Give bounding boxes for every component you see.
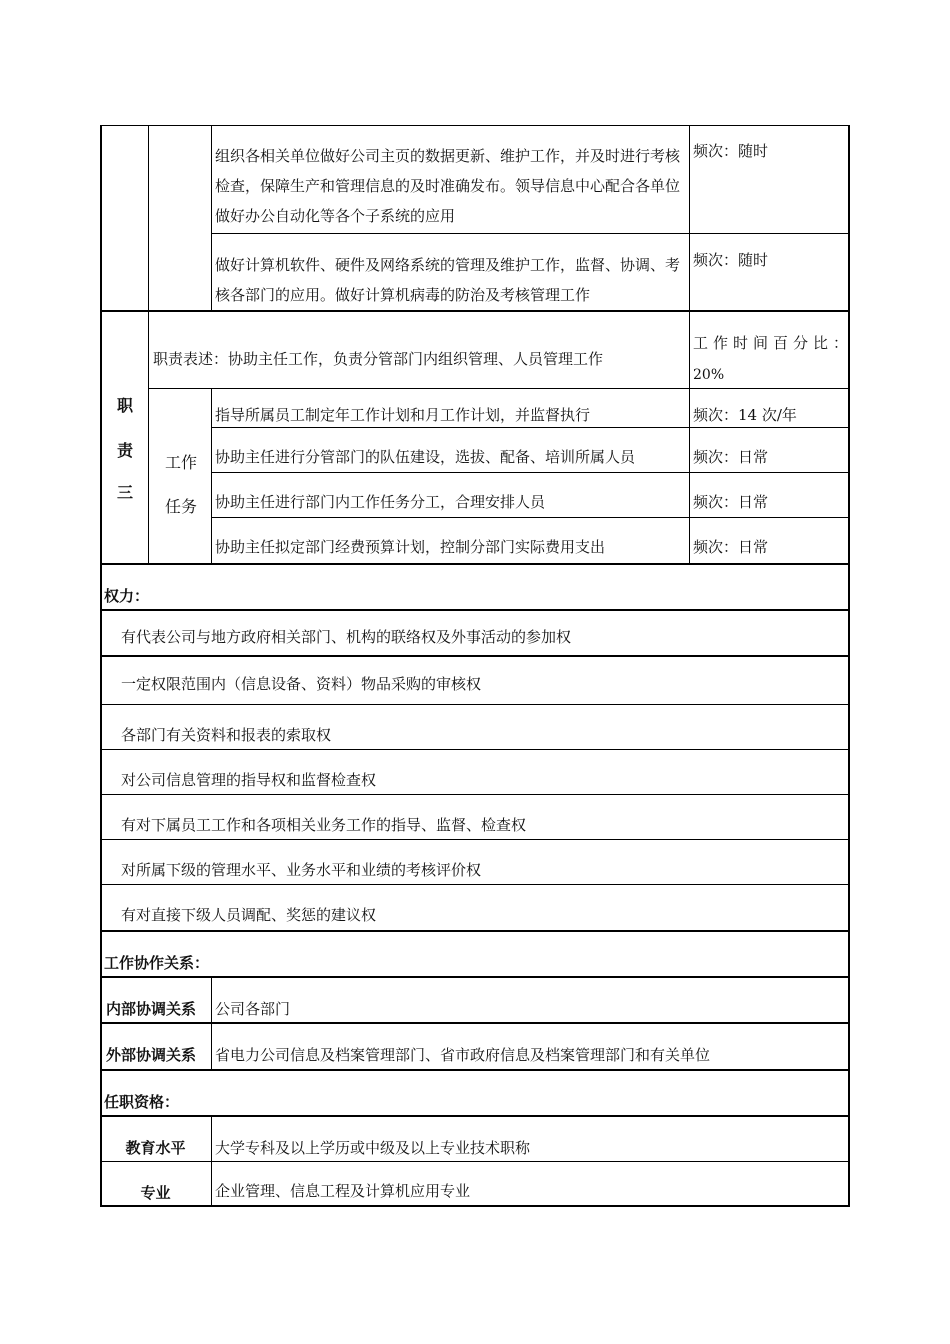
- duty3-task-2-text: 协助主任进行分管部门的队伍建设，选拔、配备、培训所属人员: [215, 448, 636, 466]
- authority-divider-5: [100, 839, 850, 840]
- duty2-col-divider-1: [148, 125, 149, 310]
- duty3-freq-divider: [689, 310, 690, 563]
- duty2-row-divider: [211, 233, 850, 234]
- duty2-col-divider-3: [689, 125, 690, 310]
- duty3-task-1-text: 指导所属员工制定年工作计划和月工作计划，并监督执行: [215, 406, 591, 424]
- job-description-table: [100, 125, 854, 1207]
- duty3-task-4-text: 协助主任拟定部门经费预算计划，控制分部门实际费用支出: [215, 538, 606, 556]
- authority-divider-6: [100, 884, 850, 885]
- duty3-percent-value: 20%: [693, 367, 725, 383]
- qualification-col-divider: [211, 1115, 212, 1207]
- cooperation-internal-label: 内部协调关系: [106, 1000, 197, 1018]
- qualification-divider-0: [100, 1115, 850, 1117]
- authority-item-6: 对所属下级的管理水平、业务水平和业绩的考核评价权: [121, 861, 482, 879]
- authority-top-border: [100, 563, 850, 565]
- qualification-major-value: 企业管理、信息工程及计算机应用专业: [215, 1182, 471, 1200]
- cooperation-external-value: 省电力公司信息及档案管理部门、省市政府信息及档案管理部门和有关单位: [215, 1046, 711, 1064]
- cooperation-divider-1: [100, 1022, 850, 1024]
- duty3-task-divider-3: [211, 517, 850, 518]
- duty3-task-3-frequency: 频次：日常: [693, 493, 769, 511]
- duty2-task-1-frequency: 频次：随时: [693, 142, 769, 160]
- duty3-task-divider-2: [211, 472, 850, 473]
- duty2-task-2-frequency: 频次：随时: [693, 251, 769, 269]
- authority-divider-3: [100, 749, 850, 750]
- qualification-top-border: [100, 1069, 850, 1071]
- duty3-label-divider: [148, 310, 149, 563]
- cooperation-divider-0: [100, 976, 850, 978]
- cooperation-col-divider: [211, 976, 212, 1069]
- qualification-education-label: 教育水平: [125, 1139, 186, 1157]
- authority-item-2: 一定权限范围内（信息设备、资料）物品采购的审核权: [121, 675, 482, 693]
- qualification-divider-1: [100, 1161, 850, 1162]
- duty3-task-label-line-1: 工作: [165, 453, 198, 472]
- duty3-percent-label: 工作时间百分比：: [693, 334, 854, 352]
- qualification-header: 任职资格：: [104, 1093, 180, 1111]
- qualification-major-label: 专业: [140, 1184, 171, 1202]
- authority-item-3: 各部门有关资料和报表的索取权: [121, 726, 332, 744]
- authority-divider-1: [100, 655, 850, 657]
- cooperation-top-border: [100, 930, 850, 932]
- duty3-task-1-frequency: 频次：14 次/年: [693, 406, 797, 424]
- authority-item-7: 有对直接下级人员调配、奖惩的建议权: [121, 906, 377, 924]
- duty2-task-2-text: 做好计算机软件、硬件及网络系统的管理及维护工作，监督、协调、考核各部门的应用。做好计算机病毒的防治及考核管理工作: [215, 256, 681, 304]
- duty3-task-2-frequency: 频次：日常: [693, 448, 769, 466]
- duty2-task-1-text: 组织各相关单位做好公司主页的数据更新、维护工作，并及时进行考核检查，保障生产和管理信息的及时准确发布。领导信息中心配合各单位做好办公自动化等各个子系统的应用: [215, 147, 681, 225]
- duty2-col-divider-2: [211, 125, 212, 310]
- duty3-task-label-divider: [211, 388, 212, 563]
- table-left-border: [100, 125, 102, 1207]
- duty3-label-char-1: 职: [116, 396, 133, 415]
- duty3-top-border: [100, 310, 850, 312]
- duty3-task-3-text: 协助主任进行部门内工作任务分工，合理安排人员: [215, 493, 546, 511]
- qualification-education-value: 大学专科及以上学历或中级及以上专业技术职称: [215, 1139, 531, 1157]
- duty3-task-4-frequency: 频次：日常: [693, 538, 769, 556]
- authority-divider-4: [100, 794, 850, 795]
- table-bottom-border: [100, 1205, 850, 1207]
- table-right-border: [848, 125, 850, 1207]
- authority-item-4: 对公司信息管理的指导权和监督检查权: [121, 771, 377, 789]
- duty3-statement-divider: [148, 388, 850, 389]
- duty3-task-label-line-2: 任务: [165, 497, 198, 516]
- duty3-label-char-2: 责: [116, 441, 133, 460]
- authority-item-5: 有对下属员工工作和各项相关业务工作的指导、监督、检查权: [121, 816, 527, 834]
- cooperation-internal-value: 公司各部门: [215, 1000, 291, 1018]
- duty3-task-divider-1: [211, 427, 850, 428]
- authority-divider-2: [100, 704, 850, 705]
- cooperation-header: 工作协作关系：: [104, 954, 210, 972]
- authority-divider-0: [100, 609, 850, 611]
- authority-item-1: 有代表公司与地方政府相关部门、机构的联络权及外事活动的参加权: [121, 628, 572, 646]
- duty3-statement: 职责表述：协助主任工作，负责分管部门内组织管理、人员管理工作: [153, 350, 604, 368]
- authority-header: 权力：: [104, 587, 150, 605]
- table-top-border: [100, 125, 850, 126]
- cooperation-external-label: 外部协调关系: [106, 1046, 197, 1064]
- duty3-label-char-3: 三: [116, 483, 133, 502]
